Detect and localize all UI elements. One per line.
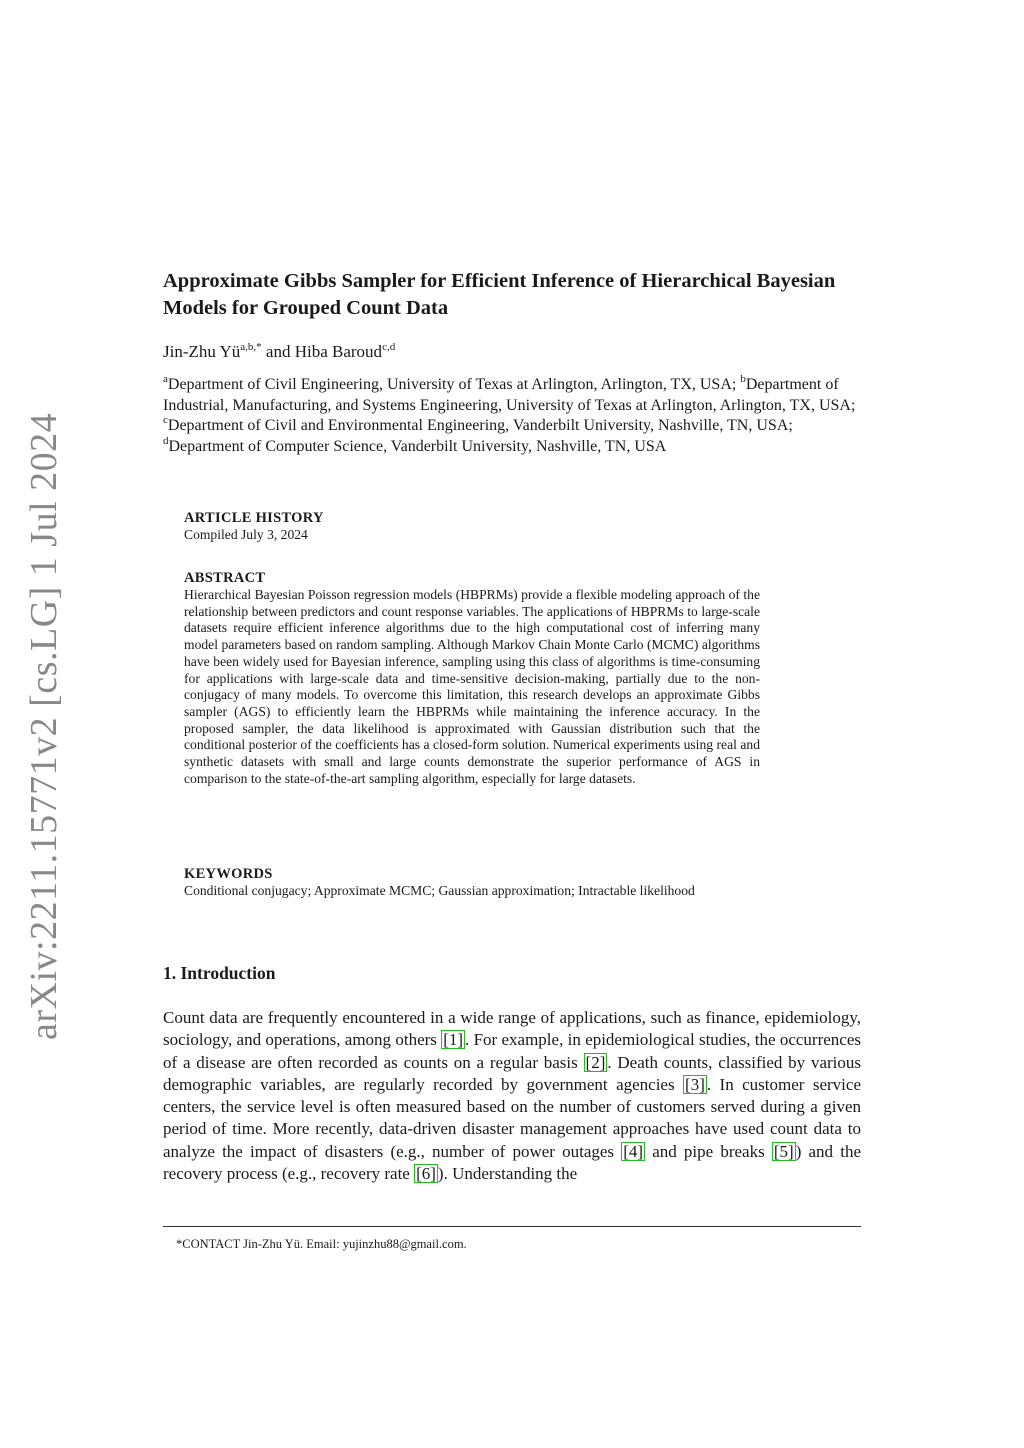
introduction-paragraph <box>163 1007 861 1185</box>
author-name: Jin-Zhu Yü <box>163 342 241 361</box>
affiliation-marker: b <box>740 373 746 385</box>
intro-text: ) and the recovery process (e.g., recovery rate <box>163 1141 861 1184</box>
article-history <box>184 509 760 544</box>
arxiv-identifier: arXiv:2211.15771v2 [cs.LG] 1 Jul 2024 <box>23 412 65 1040</box>
author-affiliation-marker: a,b,* <box>240 341 262 353</box>
contact-footnote: *CONTACT Jin-Zhu Yü. Email: yujinzhu88@gmail.com. <box>176 1237 467 1251</box>
affiliation-text: Department of Computer Science, Vanderbilt University, Nashville, TN, USA <box>168 437 667 455</box>
author-affiliation-marker: c,d <box>382 341 396 353</box>
author-list <box>163 341 395 363</box>
affiliation <box>163 373 737 393</box>
paper-title: Approximate Gibbs Sampler for Efficient Inference of Hierarchical Bayesian Models for Grouped Count Data <box>163 270 836 319</box>
keywords-heading: KEYWORDS <box>184 866 273 882</box>
abstract <box>184 569 760 787</box>
intro-text: . For example, in epidemiological studies, the occurrences of a disease are often recorded as counts on a regular basis <box>163 1030 861 1072</box>
citation-link[interactable]: [2] <box>585 1052 606 1072</box>
intro-text: ). Understanding the <box>437 1164 578 1184</box>
citation-link[interactable]: [6] <box>416 1164 436 1184</box>
citation-link[interactable]: [3] <box>685 1074 705 1094</box>
keywords <box>184 865 760 900</box>
footnote-divider <box>163 1226 861 1227</box>
affiliation-text: Department of Civil Engineering, University of Texas at Arlington, Arlington, TX, USA; <box>167 376 737 393</box>
affiliation-marker: a <box>163 373 168 385</box>
section-heading-introduction: 1. Introduction <box>163 963 276 983</box>
history-heading: ARTICLE HISTORY <box>184 510 324 526</box>
affiliation <box>163 414 793 435</box>
citation-link[interactable]: [1] <box>443 1030 464 1050</box>
author-name: Hiba Baroud <box>294 342 383 361</box>
intro-text: . In customer service centers, the service level is often measured based on the number of customers served during a given period of time. More recently, data-driven disaster management approaches have used count data to analyze the impact of disasters (e.g., number of power outages <box>163 1074 861 1161</box>
compiled-date: Compiled July 3, 2024 <box>184 527 308 542</box>
affiliation <box>163 434 667 455</box>
citation-link[interactable]: [4] <box>623 1141 644 1161</box>
citation-link[interactable]: [5] <box>773 1141 794 1161</box>
affiliation-marker: c <box>163 414 168 427</box>
author-joiner: and <box>261 342 295 361</box>
intro-text: and pipe breaks <box>645 1141 772 1161</box>
abstract-text: Hierarchical Bayesian Poisson regression models (HBPRMs) provide a flexible modeling approach of the relationship between predictors and count response variables. The applications of HBPRMs to large-scale datasets require efficient inference algorithms due to the high computational cost of inferring many model parameters based on random sampling. Although Markov Chain Monte Carlo (MCMC) algorithms have been widely used for Bayesian inference, sampling using this class of algorithms is time-consuming for applications with large-scale data and time-sensitive decision-making, partially due to the non-conjugacy of many models. To overcome this limitation, this research develops an approximate Gibbs sampler (AGS) to efficiently learn the HBPRMs while maintaining the inference accuracy. In the proposed sampler, the data likelihood is approximated with Gaussian distribution such that the conditional posterior of the coefficients has a closed-form solution. Numerical experiments using real and synthetic datasets with small and large counts demonstrate the superior performance of AGS in comparison to the state-of-the-art sampling algorithm, especially for large datasets. <box>184 587 760 786</box>
affiliation-text: Department of Civil and Environmental Engineering, Vanderbilt University, Nashville, TN, USA; <box>167 417 793 435</box>
intro-text: . Death counts, classified by various demographic variables, are regularly recorded by government agencies <box>163 1052 861 1094</box>
affiliation-marker: d <box>163 434 169 447</box>
keywords-text: Conditional conjugacy; Approximate MCMC; Gaussian approximation; Intractable likelihood <box>184 883 695 898</box>
affiliation-list <box>163 375 863 457</box>
abstract-heading: ABSTRACT <box>184 570 266 586</box>
intro-text: Count data are frequently encountered in a wide range of applications, such as finance, epidemiology, sociology, and operations, among others <box>163 1008 861 1050</box>
affiliation-text: Department of Industrial, Manufacturing, and Systems Engineering, University of Texas at Arlington, Arlington, TX, USA; <box>163 376 856 414</box>
